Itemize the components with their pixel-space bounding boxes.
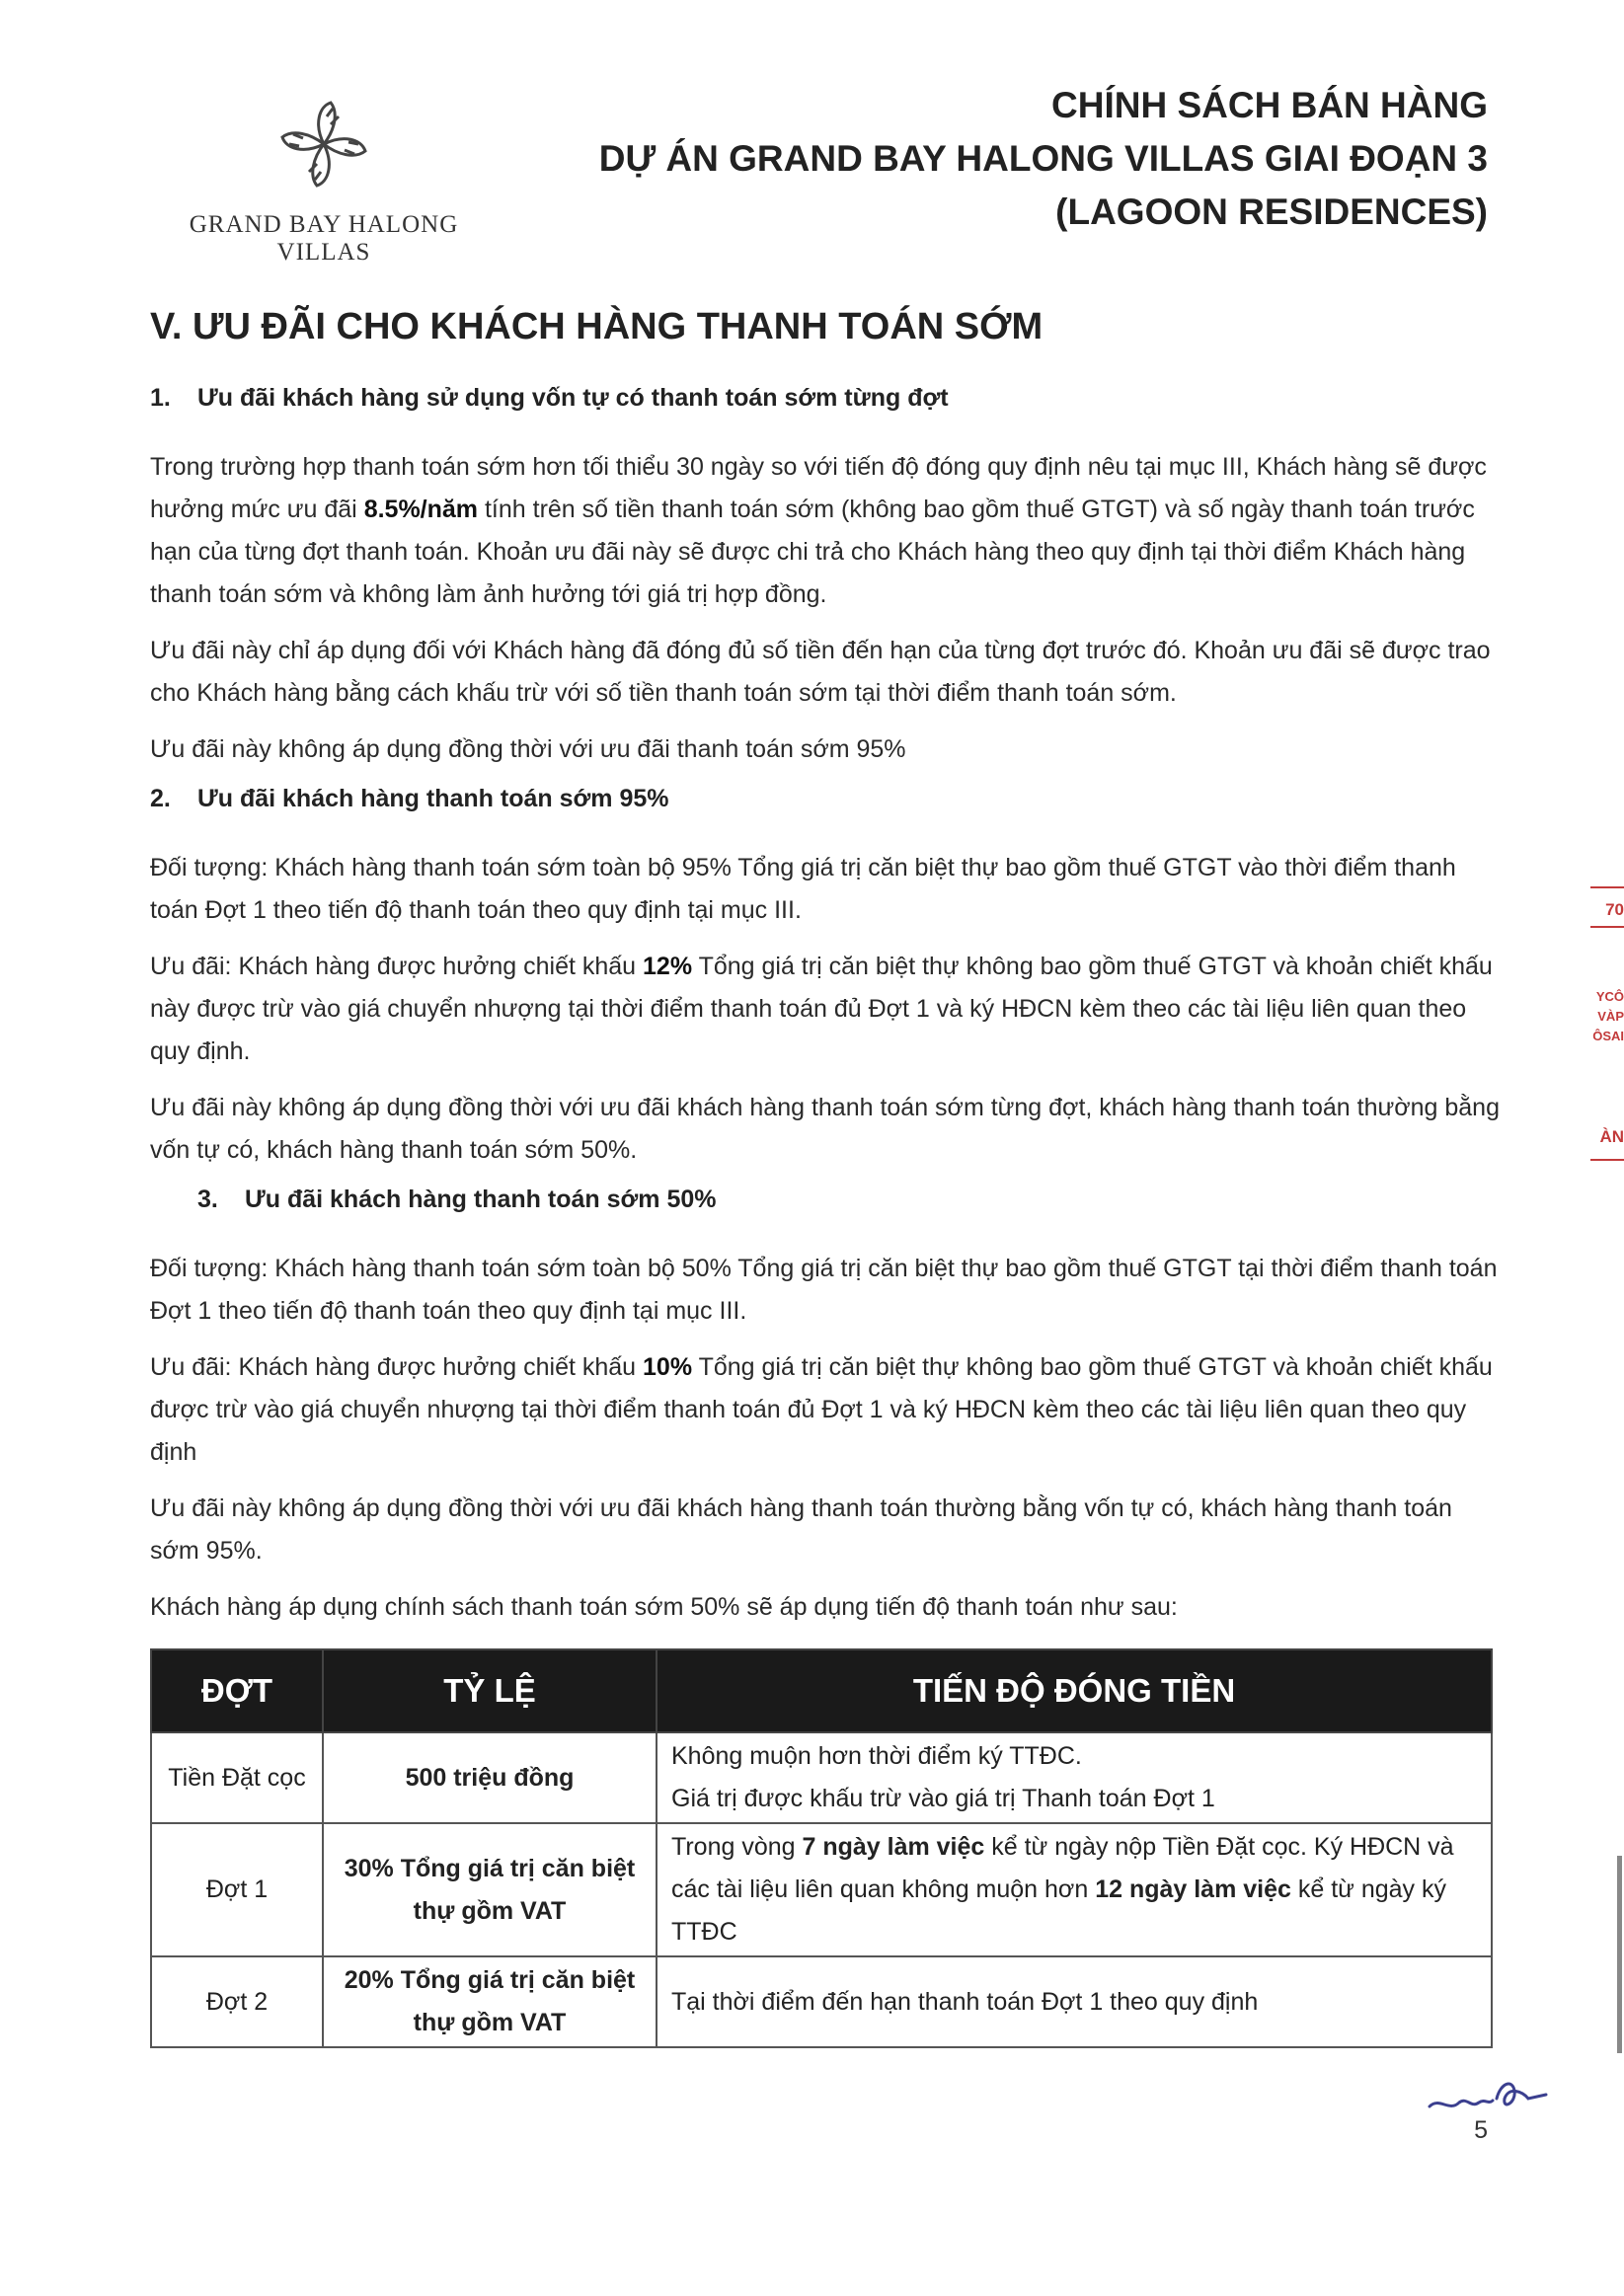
- main-content: [150, 296, 1508, 2048]
- text-span: Ưu đãi: Khách hàng được hưởng chiết khấu: [150, 953, 644, 980]
- document-title: [599, 79, 1488, 239]
- scan-edge-shadow: [1617, 1856, 1622, 2053]
- cell-schedule: [657, 1823, 1492, 1956]
- text-span: kể từ ngày nộp Tiền Đặt cọc. Ký HĐCN và các tài liệu liên quan không muộn hơn: [671, 1833, 1454, 1903]
- stamp-text: ÔSAI: [1592, 1029, 1624, 1043]
- paragraph: Đối tượng: Khách hàng thanh toán sớm toàn bộ 95% Tổng giá trị căn biệt thự bao gồm thuế GTGT vào thời điểm thanh toán Đợt 1 theo tiến độ thanh toán theo quy định tại mục III.: [150, 854, 1456, 924]
- stamp-line: [1590, 1159, 1624, 1161]
- text-span: Trong vòng: [671, 1833, 803, 1861]
- subsection-number: 3.: [197, 1186, 218, 1213]
- paragraph: Đối tượng: Khách hàng thanh toán sớm toàn bộ 50% Tổng giá trị căn biệt thự bao gồm thuế GTGT tại thời điểm thanh toán Đợt 1 theo tiến độ thanh toán theo quy định tại mục III.: [150, 1255, 1498, 1325]
- header-schedule: TIẾN ĐỘ ĐÓNG TIỀN: [657, 1649, 1492, 1732]
- payment-schedule-table: [150, 1648, 1493, 2048]
- subsection-2-title: [150, 785, 1508, 813]
- text-line: Không muộn hơn thời điểm ký TTĐC.: [671, 1742, 1082, 1770]
- table-row: [151, 1823, 1492, 1956]
- cell-rate: 20% Tổng giá trị căn biệt thự gồm VAT: [323, 1956, 657, 2047]
- subsection-title-text: Ưu đãi khách hàng thanh toán sớm 50%: [245, 1186, 717, 1213]
- table-row: [151, 1732, 1492, 1823]
- stamp-text: VÀP: [1597, 1009, 1624, 1024]
- highlight-days: 7 ngày làm việc: [802, 1833, 985, 1861]
- paragraph: Ưu đãi này không áp dụng đồng thời với ưu đãi khách hàng thanh toán thường bằng vốn tự có, khách hàng thanh toán sớm 95%.: [150, 1494, 1452, 1565]
- company-logo: [146, 95, 502, 267]
- subsection-number: 1.: [150, 384, 171, 412]
- stamp-fragment: [1587, 879, 1624, 1175]
- paragraph: [150, 1346, 1508, 1474]
- title-line-2: DỰ ÁN GRAND BAY HALONG VILLAS GIAI ĐOẠN 3: [598, 138, 1488, 179]
- highlight-discount: 10%: [643, 1353, 693, 1381]
- page-number: 5: [1474, 2116, 1488, 2144]
- stamp-text: YCÔ: [1595, 989, 1624, 1004]
- stamp-text: 70: [1605, 900, 1624, 919]
- cell-stage: Tiền Đặt cọc: [151, 1732, 323, 1823]
- text-span: Ưu đãi: Khách hàng được hưởng chiết khấu: [150, 1353, 644, 1381]
- logo-text: GRAND BAY HALONG VILLAS: [189, 211, 459, 266]
- subsection-1-title: [150, 384, 1508, 413]
- table-header-row: [151, 1649, 1492, 1732]
- paragraph: Khách hàng áp dụng chính sách thanh toán sớm 50% sẽ áp dụng tiến độ thanh toán như sau:: [150, 1593, 1178, 1621]
- cell-rate: 500 triệu đồng: [323, 1732, 657, 1823]
- paragraph: Ưu đãi này không áp dụng đồng thời với ưu đãi thanh toán sớm 95%: [150, 735, 906, 763]
- title-line-1: CHÍNH SÁCH BÁN HÀNG: [1051, 85, 1488, 125]
- subsection-title-text: Ưu đãi khách hàng sử dụng vốn tự có thanh toán sớm từng đợt: [197, 384, 949, 412]
- subsection-3-title: [150, 1186, 1508, 1214]
- flower-logo-icon: [270, 95, 378, 193]
- text-span: tính trên số tiền thanh toán sớm (không bao gồm thuế GTGT) và số ngày thanh toán trước hạn của từng đợt thanh toán. Khoản ưu đãi này sẽ được chi trả cho Khách hàng theo quy định tại thời điểm Khách hàng thanh toán sớm và không làm ảnh hưởng tới giá trị hợp đồng.: [150, 496, 1475, 608]
- table-row: [151, 1956, 1492, 2047]
- section-title: V. ƯU ĐÃI CHO KHÁCH HÀNG THANH TOÁN SỚM: [150, 306, 1044, 347]
- text-span: Trong trường hợp thanh toán sớm hơn tối thiểu 30 ngày so với tiến độ đóng quy định nêu tại mục III, Khách hàng sẽ được hưởng mức ưu đãi: [150, 453, 1487, 523]
- text-line: Giá trị được khấu trừ vào giá trị Thanh toán Đợt 1: [671, 1785, 1215, 1812]
- signature-mark: [1420, 2069, 1568, 2128]
- header-rate: TỶ LỆ: [323, 1649, 657, 1732]
- highlight-rate: 8.5%/năm: [363, 496, 479, 523]
- highlight-discount: 12%: [643, 953, 693, 980]
- cell-schedule: Tại thời điểm đến hạn thanh toán Đợt 1 theo quy định: [657, 1956, 1492, 2047]
- paragraph: [150, 446, 1508, 616]
- cell-rate: 30% Tổng giá trị căn biệt thự gồm VAT: [323, 1823, 657, 1956]
- text-span: Tổng giá trị căn biệt thự không bao gồm thuế GTGT và khoản chiết khấu này được trừ vào giá chuyển nhượng tại thời điểm thanh toán đủ Đợt 1 và ký HĐCN kèm theo các tài liệu liên quan theo quy định.: [150, 953, 1493, 1065]
- highlight-days: 12 ngày làm việc: [1095, 1875, 1291, 1903]
- stamp-text: ÀN: [1599, 1127, 1624, 1146]
- paragraph: Ưu đãi này không áp dụng đồng thời với ưu đãi khách hàng thanh toán sớm từng đợt, khách hàng thanh toán thường bằng vốn tự có, khách hàng thanh toán sớm 50%.: [150, 1094, 1500, 1164]
- subsection-number: 2.: [150, 785, 171, 812]
- header-stage: ĐỢT: [151, 1649, 323, 1732]
- stamp-line: [1590, 926, 1624, 928]
- cell-stage: Đợt 2: [151, 1956, 323, 2047]
- paragraph: [150, 946, 1508, 1073]
- paragraph: Ưu đãi này chỉ áp dụng đối với Khách hàng đã đóng đủ số tiền đến hạn của từng đợt trước đó. Khoản ưu đãi sẽ được trao cho Khách hàng bằng cách khấu trừ với số tiền thanh toán sớm tại thời điểm thanh toán sớm.: [150, 637, 1491, 707]
- cell-stage: Đợt 1: [151, 1823, 323, 1956]
- stamp-line: [1590, 886, 1624, 888]
- text-span: Tổng giá trị căn biệt thự không bao gồm thuế GTGT và khoản chiết khấu được trừ vào giá chuyển nhượng tại thời điểm thanh toán đủ Đợt 1 và ký HĐCN kèm theo các tài liệu liên quan theo quy định: [150, 1353, 1493, 1466]
- subsection-title-text: Ưu đãi khách hàng thanh toán sớm 95%: [197, 785, 669, 812]
- title-line-3: (LAGOON RESIDENCES): [1055, 191, 1488, 232]
- cell-schedule: [657, 1732, 1492, 1823]
- text-span: kể từ ngày ký TTĐC: [671, 1875, 1447, 1946]
